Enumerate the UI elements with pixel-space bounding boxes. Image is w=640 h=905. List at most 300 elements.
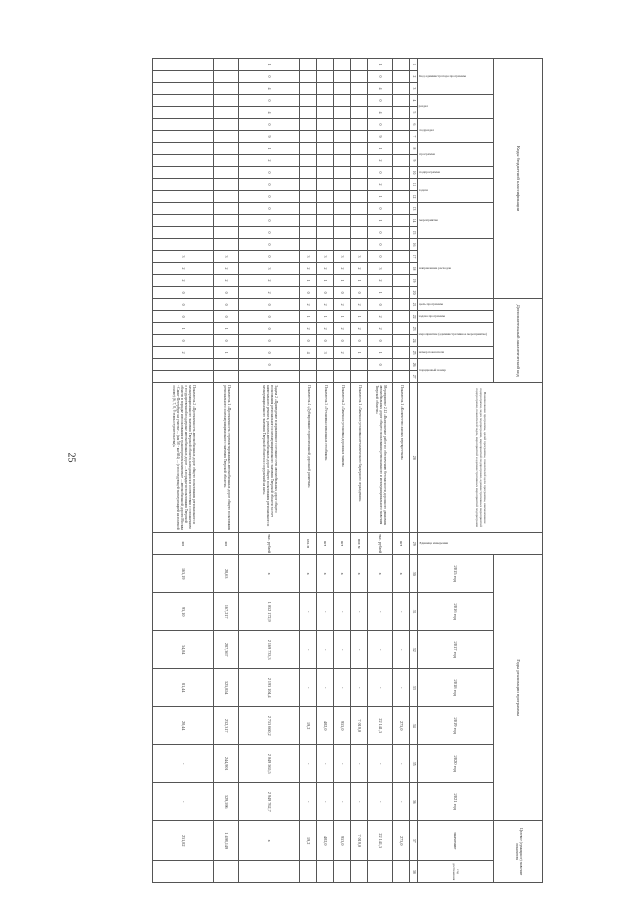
table-row xyxy=(153,59,214,883)
year-value-cell: - xyxy=(368,745,393,783)
unit-cell: шт xyxy=(393,533,410,555)
year-value-cell: 7 019,0 xyxy=(351,707,368,745)
table-row xyxy=(239,59,300,883)
code-cell: 0 xyxy=(368,71,393,83)
code-cell xyxy=(393,191,410,203)
code-cell xyxy=(393,227,410,239)
code-cell xyxy=(393,263,410,275)
code-cell: 0 xyxy=(239,95,300,107)
code-cell xyxy=(214,359,239,371)
code-cell xyxy=(334,227,351,239)
year-value-cell: - xyxy=(393,631,410,669)
year-value-cell: 232,317 xyxy=(214,707,239,745)
code-cell xyxy=(300,107,317,119)
code-cell xyxy=(393,239,410,251)
code-cell xyxy=(300,215,317,227)
code-cell xyxy=(317,95,334,107)
column-number: 14 xyxy=(410,215,418,227)
analytical-code-header: Дополнительный аналитический код xyxy=(494,299,543,383)
code-cell: 3 xyxy=(300,251,317,263)
code-cell: 0 xyxy=(368,203,393,215)
year-value-cell: х xyxy=(351,555,368,593)
target-value-cell: х xyxy=(239,821,300,861)
code-cell: 0 xyxy=(239,71,300,83)
code-cell xyxy=(393,299,410,311)
code-cell: 0 xyxy=(368,251,393,263)
code-cell xyxy=(393,203,410,215)
code-cell: 0 xyxy=(368,95,393,107)
column-number: 5 xyxy=(410,107,418,119)
code-cell: 2 xyxy=(239,275,300,287)
column-number: 36 xyxy=(410,783,418,821)
code-cell: 0 xyxy=(368,299,393,311)
year-value-cell: - xyxy=(351,631,368,669)
code-cell: 3 xyxy=(239,263,300,275)
code-cell: 1 xyxy=(368,191,393,203)
code-cell xyxy=(334,191,351,203)
code-cell xyxy=(153,191,214,203)
item-name-cell: Показатель 4 «Дублирование горизонтальной дорожной разметки» xyxy=(300,383,317,533)
item-name-cell: Показатель 1 «Протяженность отремонтированных автомобильных дорог общего пользования регионального и межмуниципального значения Тверской области» xyxy=(214,383,239,533)
item-name-cell: Задача 2 «Приведение в нормативное состояние сети автомобильных дорог общего пользования регионального и межмуниципального значения Тверской области за счет капитального ремонта, ремонта автомобильных дорог общего пользования регионального и межмуниципального значения Тверской области и сооружений на них» xyxy=(239,383,300,533)
year-value-cell: - xyxy=(334,783,351,821)
code-cell: 3 xyxy=(368,263,393,275)
code-cell xyxy=(351,359,368,371)
code-cell xyxy=(153,239,214,251)
analytical-indicator-header: номер показателя xyxy=(418,347,494,359)
code-cell xyxy=(214,143,239,155)
year-value-cell: - xyxy=(153,745,214,783)
code-cell xyxy=(351,107,368,119)
item-name-cell: Мероприятие 2.12 «Выполнение работ по обеспечению безопасности дорожного движения автомобильных дорог общего пользования регионального и межмуниципального значения Тверской области» xyxy=(368,383,393,533)
code-cell: 0 xyxy=(334,335,351,347)
year-value-cell: - xyxy=(393,593,410,631)
code-cell xyxy=(317,203,334,215)
code-cell: 0 xyxy=(239,167,300,179)
target-year-cell xyxy=(351,861,368,883)
year-value-cell: - xyxy=(300,745,317,783)
code-cell xyxy=(214,155,239,167)
code-cell xyxy=(317,371,334,383)
code-cell: 1 xyxy=(153,323,214,335)
unit-column-header: Единица измерения xyxy=(418,533,543,555)
code-cell: 2 xyxy=(368,311,393,323)
item-name-cell: Показатель 1 «Количество жилых перекрестков» xyxy=(393,383,410,533)
code-cell xyxy=(393,119,410,131)
year-value-cell: 2 753 660,2 xyxy=(239,707,300,745)
code-cell xyxy=(214,227,239,239)
code-cell: 2 xyxy=(239,287,300,299)
code-cell: 2 xyxy=(300,299,317,311)
column-number: 22 xyxy=(410,311,418,323)
years-block-header: Годы реализации программы xyxy=(494,555,543,821)
code-cell xyxy=(214,203,239,215)
year-value-cell: 402,0 xyxy=(317,707,334,745)
budget-classification-header: Коды бюджетной классификации xyxy=(494,59,543,299)
column-number: 21 xyxy=(410,299,418,311)
code-cell: 1 xyxy=(368,215,393,227)
analytical-order-header: порядковый номер xyxy=(418,359,494,383)
code-cell xyxy=(334,215,351,227)
code-cell: 2 xyxy=(214,275,239,287)
code-cell: 3 xyxy=(351,251,368,263)
unit-cell: км xyxy=(153,533,214,555)
activity-type-header: направление расходов xyxy=(418,239,494,299)
code-cell: 4 xyxy=(239,83,300,95)
year-value-cell: - xyxy=(317,593,334,631)
code-cell xyxy=(317,119,334,131)
code-cell: 1 xyxy=(351,275,368,287)
year-value-cell: - xyxy=(393,669,410,707)
target-value-cell: 953,0 xyxy=(334,821,351,861)
code-cell xyxy=(214,83,239,95)
rotated-table-container xyxy=(87,58,543,881)
code-cell: 2 xyxy=(153,275,214,287)
code-cell xyxy=(351,191,368,203)
code-cell xyxy=(214,191,239,203)
code-cell: 0 xyxy=(239,311,300,323)
code-cell xyxy=(393,107,410,119)
code-cell xyxy=(300,143,317,155)
code-cell xyxy=(393,179,410,191)
code-cell xyxy=(317,83,334,95)
year-value-cell: 953,0 xyxy=(334,707,351,745)
year-value-cell: 325,854 xyxy=(214,669,239,707)
code-cell xyxy=(153,59,214,71)
code-cell xyxy=(300,59,317,71)
year-value-cell: - xyxy=(368,783,393,821)
code-cell xyxy=(393,71,410,83)
code-cell xyxy=(214,59,239,71)
year-value-cell: - xyxy=(393,745,410,783)
code-cell: 2 xyxy=(368,275,393,287)
year-value-cell: - xyxy=(351,745,368,783)
code-cell xyxy=(153,155,214,167)
code-cell: 2 xyxy=(334,323,351,335)
column-number: 10 xyxy=(410,167,418,179)
code-cell: 3 xyxy=(334,251,351,263)
year-value-cell: - xyxy=(317,669,334,707)
year-value-cell: - xyxy=(334,669,351,707)
code-cell: 0 xyxy=(214,335,239,347)
code-cell xyxy=(393,83,410,95)
analytical-task-header: задача программы xyxy=(418,311,494,323)
unit-cell: шт xyxy=(334,533,351,555)
code-cell: 0 xyxy=(239,119,300,131)
target-value-cell: 1 498,149 xyxy=(214,821,239,861)
code-cell xyxy=(351,167,368,179)
code-cell xyxy=(317,359,334,371)
code-cell: 2 xyxy=(351,323,368,335)
table-row xyxy=(317,59,334,883)
code-cell: 1 xyxy=(239,59,300,71)
code-cell: 0 xyxy=(368,335,393,347)
code-cell xyxy=(153,71,214,83)
item-name-cell: Показатель 2 «Протяженность автомобильных дорог общего пользования регионального и межмуниципального значения Тверской области, находящихся в соответствии с соглашением о государственной поддержке автомобильных дорог ... в порядке использования Тверской области в порядке использования в транспортном комплексе ... автомобильной дороги Москва - Санкт-Петербург на участке ... (км 58 - км 684) ... (с последующей эксплуатацией на платной основе) (6, 7, 8, 9 этапы строительства)» xyxy=(153,383,214,533)
code-cell xyxy=(393,95,410,107)
column-number: 27 xyxy=(410,371,418,383)
target-value-cell: 7 019,0 xyxy=(351,821,368,861)
target-year-header: год достижения xyxy=(418,861,494,883)
column-number: 33 xyxy=(410,669,418,707)
code-cell: 2 xyxy=(317,323,334,335)
code-cell xyxy=(351,155,368,167)
code-cell xyxy=(214,179,239,191)
table-row xyxy=(351,59,368,883)
column-number: 31 xyxy=(410,593,418,631)
code-cell: 0 xyxy=(368,227,393,239)
analytical-goal-header: цель программы xyxy=(418,299,494,311)
code-cell: 0 xyxy=(351,287,368,299)
code-cell: 1 xyxy=(334,311,351,323)
column-number: 12 xyxy=(410,191,418,203)
target-value-cell: 231,82 xyxy=(153,821,214,861)
code-cell: 0 xyxy=(239,359,300,371)
code-cell xyxy=(317,167,334,179)
code-cell xyxy=(317,215,334,227)
code-cell xyxy=(351,203,368,215)
year-value-cell: 22 141,3 xyxy=(368,707,393,745)
code-cell xyxy=(351,371,368,383)
code-cell xyxy=(300,119,317,131)
year-2018-header: 2018 год xyxy=(418,669,494,707)
program-header: программа xyxy=(418,143,494,167)
target-year-cell xyxy=(239,861,300,883)
code-cell: 4 xyxy=(368,107,393,119)
year-value-cell: 244,901 xyxy=(214,745,239,783)
year-value-cell: 20,44 xyxy=(153,707,214,745)
year-value-cell: 81,44 xyxy=(153,669,214,707)
target-value-cell: 22 141,3 xyxy=(368,821,393,861)
subsection-header: подраздел xyxy=(418,119,494,143)
code-cell xyxy=(393,215,410,227)
column-number: 11 xyxy=(410,179,418,191)
column-number: 9 xyxy=(410,155,418,167)
target-value-header: значение xyxy=(418,821,494,861)
unit-cell: шт xyxy=(317,533,334,555)
code-cell xyxy=(317,71,334,83)
code-cell xyxy=(317,107,334,119)
code-cell: 2 xyxy=(317,263,334,275)
year-value-cell: - xyxy=(300,631,317,669)
code-cell xyxy=(317,227,334,239)
code-cell xyxy=(334,179,351,191)
subprogram-header: подпрограмма xyxy=(418,167,494,179)
code-cell: 0 xyxy=(300,287,317,299)
code-cell: 4 xyxy=(300,347,317,359)
code-cell: 0 xyxy=(300,335,317,347)
code-cell xyxy=(351,227,368,239)
code-cell xyxy=(393,335,410,347)
code-cell xyxy=(393,287,410,299)
target-year-cell xyxy=(368,861,393,883)
year-value-cell: 287,367 xyxy=(214,631,239,669)
code-cell xyxy=(393,359,410,371)
year-value-cell: - xyxy=(368,631,393,669)
code-cell xyxy=(351,239,368,251)
table-row xyxy=(393,59,410,883)
code-cell xyxy=(317,239,334,251)
year-value-cell: - xyxy=(351,669,368,707)
year-value-cell: - xyxy=(393,783,410,821)
code-cell xyxy=(334,83,351,95)
code-cell: 0 xyxy=(239,227,300,239)
code-cell: 0 xyxy=(239,335,300,347)
target-year-cell xyxy=(300,861,317,883)
code-cell: 3 xyxy=(317,347,334,359)
code-cell: 2 xyxy=(239,155,300,167)
code-cell: 2 xyxy=(153,263,214,275)
target-year-cell xyxy=(153,861,214,883)
code-cell xyxy=(334,203,351,215)
target-value-cell: 273,0 xyxy=(393,821,410,861)
code-cell xyxy=(153,215,214,227)
code-cell xyxy=(153,371,214,383)
unit-cell: км xyxy=(214,533,239,555)
year-value-cell: х xyxy=(300,555,317,593)
code-cell xyxy=(334,143,351,155)
column-number: 37 xyxy=(410,821,418,861)
code-cell: 0 xyxy=(368,239,393,251)
unit-cell: тыс. рублей xyxy=(239,533,300,555)
code-cell: 1 xyxy=(368,143,393,155)
code-cell xyxy=(300,95,317,107)
code-cell: 2 xyxy=(153,347,214,359)
year-2015-header: 2015 год xyxy=(418,555,494,593)
code-cell: 0 xyxy=(368,359,393,371)
year-value-cell: - xyxy=(300,669,317,707)
code-cell xyxy=(214,215,239,227)
code-cell: 0 xyxy=(334,287,351,299)
code-cell xyxy=(393,347,410,359)
column-number: 16 xyxy=(410,239,418,251)
year-value-cell: х xyxy=(317,555,334,593)
code-cell xyxy=(153,203,214,215)
code-cell xyxy=(393,311,410,323)
code-cell: 2 xyxy=(368,155,393,167)
year-value-cell: х xyxy=(368,555,393,593)
code-cell xyxy=(300,239,317,251)
year-value-cell: - xyxy=(317,745,334,783)
table-row xyxy=(300,59,317,883)
year-value-cell: - xyxy=(317,631,334,669)
code-cell: 0 xyxy=(239,191,300,203)
column-number: 15 xyxy=(410,227,418,239)
year-value-cell: 2 169 733,3 xyxy=(239,631,300,669)
year-value-cell: - xyxy=(351,593,368,631)
year-value-cell: 34,84 xyxy=(153,631,214,669)
code-cell: 0 xyxy=(153,287,214,299)
code-cell: 0 xyxy=(368,167,393,179)
year-value-cell: 93,10 xyxy=(153,593,214,631)
code-cell: 1 xyxy=(300,311,317,323)
year-value-cell: - xyxy=(153,783,214,821)
code-cell: 0 xyxy=(153,311,214,323)
section-header: раздел xyxy=(418,95,494,119)
code-cell: 1 xyxy=(317,311,334,323)
code-cell: 9 xyxy=(239,131,300,143)
code-cell xyxy=(351,119,368,131)
code-cell xyxy=(334,107,351,119)
column-number: 23 xyxy=(410,323,418,335)
year-value-cell: х xyxy=(393,555,410,593)
document-sheet xyxy=(87,58,543,881)
year-value-cell: - xyxy=(334,631,351,669)
code-cell xyxy=(153,359,214,371)
name-column-header: Наименование программы, целей программы, показателей цели программы, наименование подпрограмм, задач подпрограмм, мероприятий подпрограмм, административных мероприятий подпрограмм, показателей задач, мероприятий и административных мероприятий подпрограмм xyxy=(418,383,543,533)
year-value-cell: - xyxy=(368,669,393,707)
code-cell: 0 xyxy=(239,347,300,359)
year-value-cell: 2 049 565,5 xyxy=(239,745,300,783)
code-cell: 1 xyxy=(351,311,368,323)
year-value-cell: 329,596 xyxy=(214,783,239,821)
code-cell: 2 xyxy=(368,323,393,335)
code-cell xyxy=(214,371,239,383)
unit-cell: тыс. рублей xyxy=(368,533,393,555)
code-cell xyxy=(300,371,317,383)
code-cell: 2 xyxy=(317,299,334,311)
code-cell: 0 xyxy=(239,239,300,251)
column-number: 25 xyxy=(410,347,418,359)
column-number: 7 xyxy=(410,131,418,143)
code-cell xyxy=(300,71,317,83)
code-cell xyxy=(393,167,410,179)
code-cell: 3 xyxy=(214,251,239,263)
code-cell: 4 xyxy=(368,83,393,95)
code-cell: 4 xyxy=(239,107,300,119)
code-cell xyxy=(153,131,214,143)
code-cell xyxy=(214,131,239,143)
code-cell xyxy=(153,227,214,239)
target-value-cell: 19,2 xyxy=(300,821,317,861)
code-cell xyxy=(300,227,317,239)
year-value-cell: - xyxy=(300,593,317,631)
code-cell xyxy=(351,71,368,83)
column-number: 17 xyxy=(410,251,418,263)
code-cell xyxy=(334,59,351,71)
column-number: 8 xyxy=(410,143,418,155)
code-cell xyxy=(334,239,351,251)
year-value-cell: 273,0 xyxy=(393,707,410,745)
item-name-cell: Показатель 2 «Замена и установка дорожных знаков» xyxy=(334,383,351,533)
code-cell: 3 xyxy=(317,251,334,263)
code-cell: 0 xyxy=(317,335,334,347)
code-cell: 0 xyxy=(351,335,368,347)
column-number-row xyxy=(410,59,418,883)
code-cell: 2 xyxy=(334,263,351,275)
year-value-cell: х xyxy=(239,555,300,593)
code-cell xyxy=(214,95,239,107)
code-cell xyxy=(334,155,351,167)
column-number: 19 xyxy=(410,275,418,287)
column-number: 28 xyxy=(410,383,418,533)
code-cell xyxy=(317,191,334,203)
code-cell xyxy=(300,191,317,203)
code-cell xyxy=(351,131,368,143)
code-cell: 2 xyxy=(351,299,368,311)
code-cell xyxy=(334,167,351,179)
item-name-cell: Показатель 3 «Установка сигнальных столбиков» xyxy=(317,383,334,533)
year-value-cell: - xyxy=(317,783,334,821)
code-cell: 0 xyxy=(214,287,239,299)
column-number: 2 xyxy=(410,71,418,83)
year-value-cell: - xyxy=(334,745,351,783)
code-cell xyxy=(368,371,393,383)
code-cell xyxy=(351,83,368,95)
year-value-cell: - xyxy=(368,593,393,631)
column-number: 1 xyxy=(410,59,418,71)
task-header: задача xyxy=(418,179,494,203)
